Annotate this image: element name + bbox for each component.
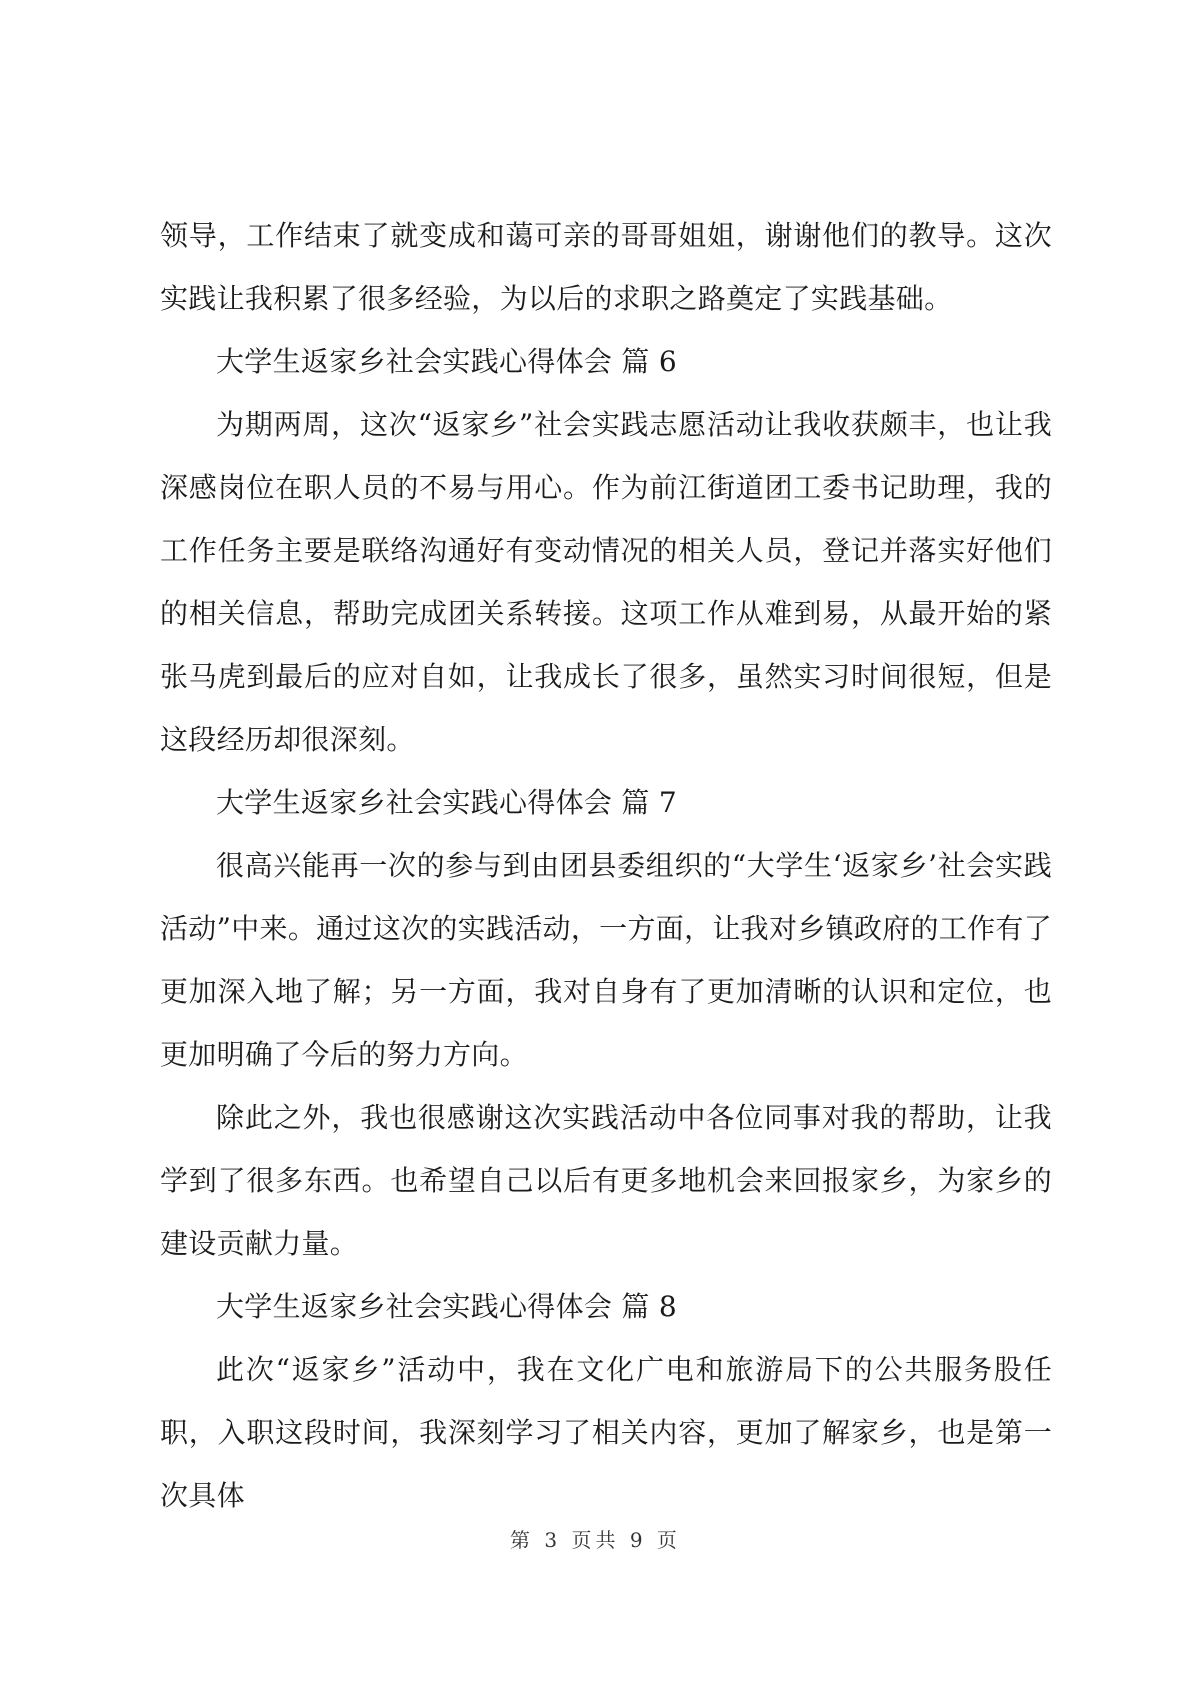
page-number-footer: 第 3 页共 9 页 [510,1528,681,1552]
paragraph: 除此之外，我也很感谢这次实践活动中各位同事对我的帮助，让我学到了很多东西。也希望自己以后有更多地机会来回报家乡，为家乡的建设贡献力量。 [160,1101,1052,1260]
paragraph: 此次“返家乡”活动中，我在文化广电和旅游局下的公共服务股任职，入职这段时间，我深刻学习了相关内容，更加了解家乡，也是第一次具体 [160,1353,1052,1512]
paragraph: 为期两周，这次“返家乡”社会实践志愿活动让我收获颇丰，也让我深感岗位在职人员的不易与用心。作为前江街道团工委书记助理，我的工作任务主要是联络沟通好有变动情况的相关人员，登记并落实好他们的相关信息，帮助完成团关系转接。这项工作从难到易，从最开始的紧张马虎到最后的应对自如，让我成长了很多，虽然实习时间很短，但是这段经历却很深刻。 [160,408,1052,756]
section-heading-7: 大学生返家乡社会实践心得体会 篇 7 [216,786,678,819]
paragraph-continued: 领导，工作结束了就变成和蔼可亲的哥哥姐姐，谢谢他们的教导。这次实践让我积累了很多经验，为以后的求职之路奠定了实践基础。 [160,219,1052,315]
document-body [160,204,1052,1527]
section-heading-8: 大学生返家乡社会实践心得体会 篇 8 [216,1290,678,1323]
section-heading-6: 大学生返家乡社会实践心得体会 篇 6 [216,345,678,378]
paragraph: 很高兴能再一次的参与到由团县委组织的“大学生‘返家乡’社会实践活动”中来。通过这次的实践活动，一方面，让我对乡镇政府的工作有了更加深入地了解；另一方面，我对自身有了更加清晰的认识和定位，也更加明确了今后的努力方向。 [160,849,1052,1071]
